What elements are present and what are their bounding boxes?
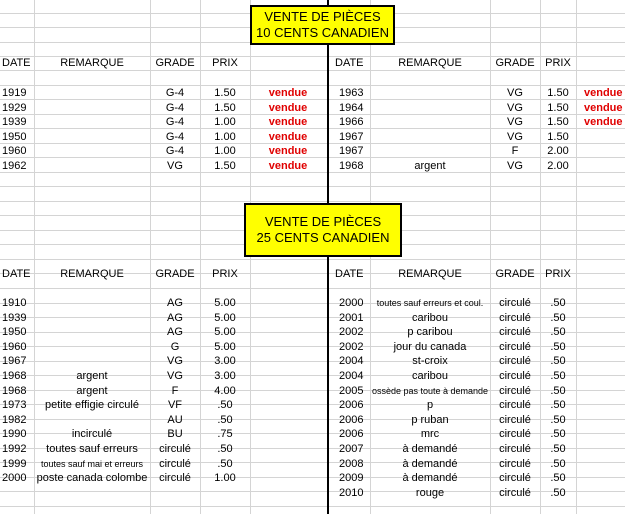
cell-prix: .50 [550, 472, 566, 485]
cell-prix: 5.00 [214, 311, 236, 324]
cell-remarque [370, 130, 490, 144]
cell-prix: .50 [550, 443, 566, 455]
cell-grade: BU [167, 428, 183, 441]
cell-prix: .50 [550, 384, 566, 397]
cell-remarque: p caribou [407, 326, 453, 339]
gridline [0, 288, 625, 289]
gridline [0, 506, 625, 507]
cell-date: 2004 [339, 355, 364, 368]
status-vendue: vendue [268, 130, 308, 143]
cell-remarque [370, 144, 490, 158]
cell-remarque [370, 115, 490, 129]
cell-remarque: à demandé [402, 443, 458, 455]
cell-date: 2001 [339, 311, 364, 324]
header-prix: PRIX [545, 268, 571, 280]
cell-prix: 5.00 [214, 340, 236, 353]
cell-prix: .50 [550, 399, 566, 412]
header-prix: PRIX [212, 268, 238, 280]
cell-date: 1967 [339, 130, 364, 143]
cell-grade: circulé [499, 355, 531, 368]
cell-date: 1910 [2, 297, 27, 309]
gridline [0, 201, 625, 202]
cell-prix: .50 [550, 428, 566, 441]
cell-grade: circulé [159, 457, 191, 470]
cell-grade: VG [167, 370, 183, 382]
cell-grade: VG [507, 116, 523, 129]
cell-remarque: toutes sauf erreurs [46, 443, 138, 455]
header-grade: GRADE [155, 268, 195, 280]
cell-prix: 2.00 [547, 160, 569, 172]
cell-grade: circulé [499, 311, 531, 324]
cell-date: 1939 [2, 116, 27, 129]
cell-grade: circulé [499, 486, 531, 499]
cell-date: 2007 [339, 443, 364, 455]
cell-prix: 1.50 [547, 87, 569, 99]
cell-date: 2004 [339, 370, 364, 382]
cell-date: 2006 [339, 413, 364, 426]
cell-prix: 3.00 [214, 370, 236, 382]
cell-grade: VG [507, 87, 523, 99]
title-line-1: VENTE DE PIÈCES [264, 214, 382, 229]
cell-grade: circulé [159, 472, 191, 485]
cell-prix: .50 [550, 355, 566, 368]
cell-grade: circulé [499, 443, 531, 455]
cell-remarque: petite effigie circulé [45, 399, 139, 412]
cell-date: 1963 [339, 87, 364, 99]
cell-remarque: incirculé [71, 428, 113, 441]
cell-remarque [34, 115, 150, 129]
cell-grade: VG [167, 160, 183, 172]
cell-grade: AU [167, 413, 183, 426]
gridline [0, 259, 625, 260]
cell-date: 2008 [339, 457, 364, 470]
cell-remarque [370, 101, 490, 115]
cell-remarque: rouge [415, 486, 445, 499]
cell-date: 1967 [2, 355, 27, 368]
header-remarque: REMARQUE [398, 268, 462, 280]
cell-prix: 1.50 [214, 160, 236, 172]
cell-remarque: toutes sauf erreurs et coul. [376, 298, 484, 308]
cell-date: 1919 [2, 87, 27, 99]
cell-prix: .50 [550, 326, 566, 339]
cell-grade: VG [507, 130, 523, 143]
status-vendue: vendue [584, 116, 623, 129]
cell-prix: 1.00 [214, 472, 236, 485]
cell-grade: circulé [499, 370, 531, 382]
cell-prix: .50 [550, 340, 566, 353]
cell-date: 1950 [2, 326, 27, 339]
divider-line [327, 0, 329, 514]
cell-remarque: toutes sauf mai et erreurs [40, 458, 144, 469]
title-line-2: 10 CENTS CANADIEN [256, 25, 389, 40]
cell-date: 1962 [2, 160, 27, 172]
cell-grade: VF [167, 399, 183, 412]
cell-date: 1929 [2, 101, 27, 114]
cell-date: 1966 [339, 116, 364, 129]
title-line-2: 25 CENTS CANADIEN [256, 230, 390, 245]
cell-date: 2002 [339, 340, 364, 353]
title-box-25-cents [244, 203, 402, 257]
cell-grade: G-4 [165, 87, 185, 99]
cell-grade: G-4 [165, 130, 185, 143]
cell-grade: circulé [499, 326, 531, 339]
cell-grade: circulé [499, 340, 531, 353]
cell-remarque [34, 130, 150, 144]
cell-prix: .50 [217, 457, 233, 470]
cell-prix: .50 [550, 297, 566, 309]
cell-date: 1968 [2, 370, 27, 382]
cell-remarque: argent [76, 384, 108, 397]
gridline [0, 70, 625, 71]
header-remarque: REMARQUE [60, 57, 124, 69]
cell-date: 2009 [339, 472, 364, 485]
cell-grade: G-4 [165, 116, 185, 129]
cell-prix: .50 [550, 413, 566, 426]
cell-prix: .75 [217, 428, 233, 441]
cell-remarque: argent [414, 160, 446, 172]
header-grade: GRADE [155, 57, 195, 69]
cell-date: 2005 [339, 384, 364, 397]
cell-remarque [34, 86, 150, 100]
cell-prix: .50 [550, 457, 566, 470]
cell-grade: circulé [499, 297, 531, 309]
cell-grade: AG [167, 311, 183, 324]
cell-remarque: p ruban [411, 413, 449, 426]
status-vendue: vendue [268, 116, 308, 129]
cell-remarque [34, 325, 150, 339]
cell-remarque [34, 144, 150, 158]
cell-date: 1992 [2, 443, 27, 455]
cell-remarque [34, 340, 150, 354]
cell-prix: 1.50 [547, 116, 569, 129]
header-grade: GRADE [495, 268, 535, 280]
cell-prix: .50 [550, 311, 566, 324]
cell-prix: 1.50 [214, 87, 236, 99]
cell-date: 1960 [2, 340, 27, 353]
cell-date: 1964 [339, 101, 364, 114]
cell-grade: circulé [499, 399, 531, 412]
cell-prix: 5.00 [214, 297, 236, 309]
header-grade: GRADE [495, 57, 535, 69]
cell-prix: 3.00 [214, 355, 236, 368]
cell-prix: 1.00 [214, 116, 236, 129]
cell-date: 2000 [2, 472, 27, 485]
cell-grade: circulé [499, 413, 531, 426]
cell-date: 1968 [339, 160, 364, 172]
cell-grade: AG [167, 297, 183, 309]
cell-date: 1982 [2, 413, 27, 426]
cell-remarque [34, 159, 150, 173]
cell-date: 1973 [2, 399, 27, 412]
cell-grade: AG [167, 326, 183, 339]
header-remarque: REMARQUE [398, 57, 462, 69]
cell-date: 1999 [2, 457, 27, 470]
cell-date: 2010 [339, 486, 364, 499]
cell-grade: G [170, 340, 180, 353]
gridline [250, 0, 251, 514]
cell-prix: 5.00 [214, 326, 236, 339]
cell-remarque: jour du canada [393, 340, 467, 353]
cell-remarque [34, 311, 150, 325]
status-vendue: vendue [268, 160, 308, 172]
cell-remarque: caribou [411, 370, 449, 382]
title-line-1: VENTE DE PIÈCES [264, 9, 381, 24]
cell-date: 2006 [339, 399, 364, 412]
cell-grade: VG [507, 160, 523, 172]
status-vendue: vendue [268, 101, 308, 114]
title-box-10-cents [250, 5, 395, 45]
status-vendue: vendue [584, 87, 623, 99]
cell-grade: VG [167, 355, 183, 368]
cell-grade: circulé [499, 457, 531, 470]
status-vendue: vendue [268, 87, 308, 99]
gridline [0, 186, 625, 187]
cell-prix: .50 [217, 413, 233, 426]
cell-date: 1939 [2, 311, 27, 324]
header-date: DATE [335, 268, 364, 280]
cell-grade: G-4 [165, 101, 185, 114]
cell-date: 2002 [339, 326, 364, 339]
cell-prix: .50 [550, 486, 566, 499]
cell-date: 1950 [2, 130, 27, 143]
cell-remarque [34, 354, 150, 368]
cell-remarque: à demandé [402, 472, 458, 485]
cell-remarque [34, 413, 150, 427]
cell-date: 1967 [339, 145, 364, 158]
cell-date: 1990 [2, 428, 27, 441]
cell-remarque [34, 101, 150, 115]
cell-grade: circulé [499, 428, 531, 441]
cell-date: 1968 [2, 384, 27, 397]
header-prix: PRIX [212, 57, 238, 69]
cell-grade: circulé [159, 443, 191, 455]
cell-grade: G-4 [165, 145, 185, 158]
cell-remarque [370, 86, 490, 100]
cell-grade: VG [507, 101, 523, 114]
header-prix: PRIX [545, 57, 571, 69]
cell-remarque: st-croix [412, 355, 448, 368]
header-date: DATE [2, 268, 31, 280]
cell-date: 1960 [2, 145, 27, 158]
cell-remarque: p [426, 399, 434, 412]
cell-remarque: argent [76, 370, 108, 382]
cell-prix: 2.00 [547, 145, 569, 158]
header-date: DATE [335, 57, 364, 69]
cell-grade: F [511, 145, 519, 158]
header-remarque: REMARQUE [60, 268, 124, 280]
cell-grade: circulé [499, 384, 531, 397]
cell-remarque: ossède pas toute à demande [371, 385, 489, 396]
cell-date: 2000 [339, 297, 364, 309]
cell-grade: circulé [499, 472, 531, 485]
cell-remarque: mrc [420, 428, 440, 441]
status-vendue: vendue [268, 145, 308, 158]
cell-remarque: poste canada colombe [36, 472, 148, 485]
cell-date: 2006 [339, 428, 364, 441]
cell-prix: 1.50 [214, 101, 236, 114]
cell-prix: .50 [217, 443, 233, 455]
status-vendue: vendue [584, 101, 623, 114]
cell-remarque: caribou [411, 311, 449, 324]
cell-grade: F [171, 384, 179, 397]
cell-prix: 4.00 [214, 384, 236, 397]
cell-prix: 1.50 [547, 101, 569, 114]
gridline [576, 0, 577, 514]
cell-prix: 1.50 [547, 130, 569, 143]
cell-prix: .50 [550, 370, 566, 382]
cell-remarque: à demandé [402, 457, 458, 470]
cell-prix: 1.00 [214, 145, 236, 158]
cell-prix: .50 [217, 399, 233, 412]
cell-prix: 1.00 [214, 130, 236, 143]
header-date: DATE [2, 57, 31, 69]
cell-remarque [34, 296, 150, 310]
